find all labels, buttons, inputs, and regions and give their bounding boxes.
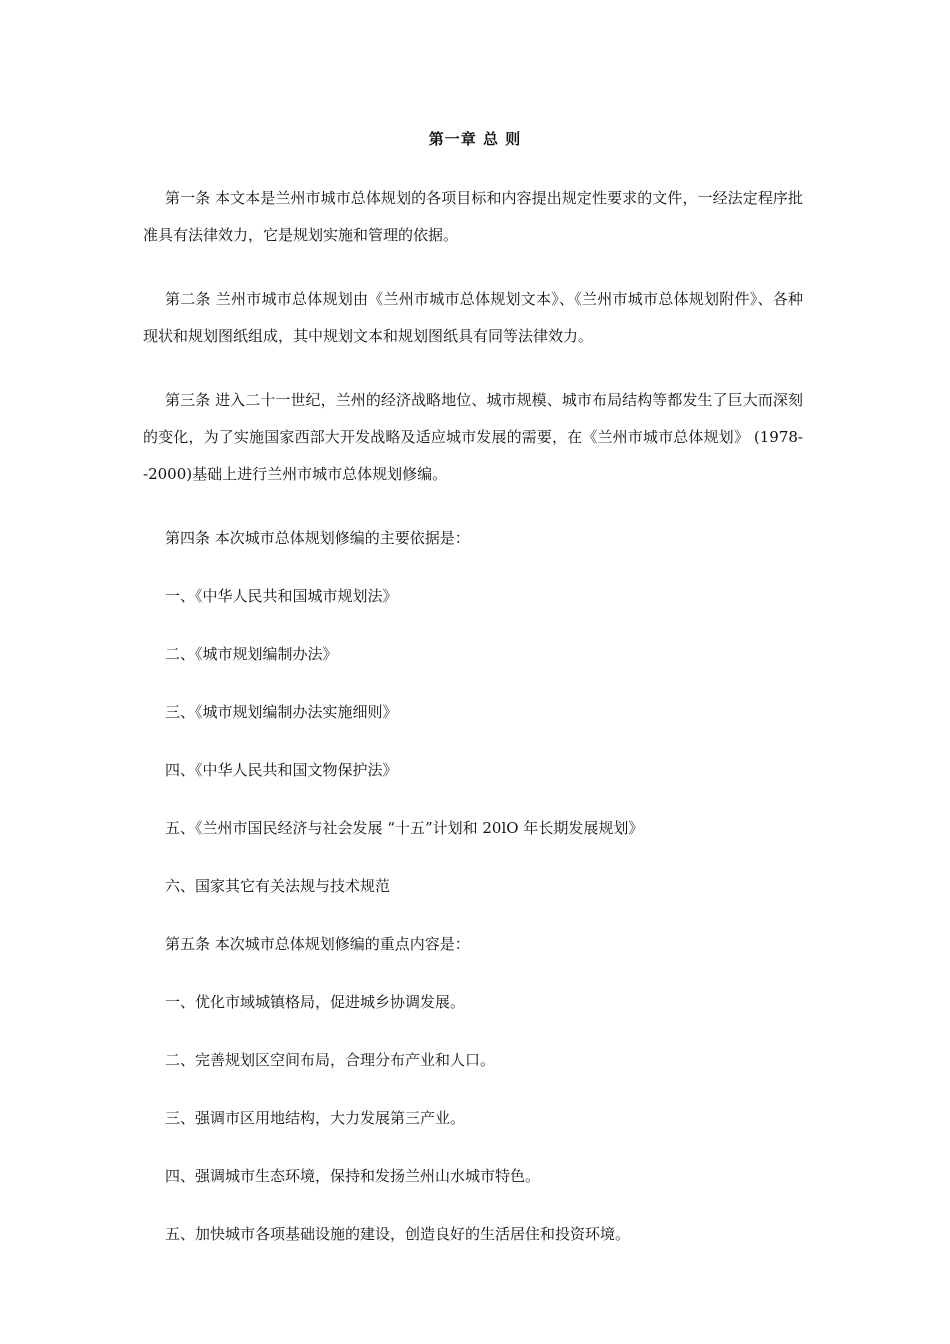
article-5: 第五条 本次城市总体规划修编的重点内容是： (165, 935, 470, 953)
focus-item-5: 五、加快城市各项基础设施的建设，创造良好的生活居住和投资环境。 (165, 1225, 631, 1243)
focus-item-2: 二、完善规划区空间布局，合理分布产业和人口。 (165, 1051, 496, 1069)
article-2: 第二条 兰州市城市总体规划由《兰州市城市总体规划文本》、《兰州市城市总体规划附件》、各种现状和规划图纸组成，其中规划文本和规划图纸具有同等法律效力。 (143, 290, 803, 345)
basis-item-1: 一、《中华人民共和国城市规划法》 (165, 587, 398, 605)
focus-item-3: 三、强调市区用地结构，大力发展第三产业。 (165, 1109, 466, 1127)
chapter-title: 第一章 总 则 (428, 130, 522, 148)
basis-item-3: 三、《城市规划编制办法实施细则》 (165, 703, 398, 721)
focus-item-4: 四、强调城市生态环境，保持和发扬兰州山水城市特色。 (165, 1167, 541, 1185)
article-3: 第三条 进入二十一世纪，兰州的经济战略地位、城市规模、城市布局结构等都发生了巨大而深刻的变化，为了实施国家西部大开发战略及适应城市发展的需要，在《兰州市城市总体规划》 (1978--2000)基础上进行兰州市城市总体规划修编。 (143, 391, 803, 483)
basis-item-5: 五、《兰州市国民经济与社会发展 “十五”计划和 20lO 年长期发展规划》 (165, 819, 644, 837)
article-4: 第四条 本次城市总体规划修编的主要依据是： (165, 529, 470, 547)
basis-item-6: 六、国家其它有关法规与技术规范 (165, 877, 391, 895)
basis-item-2: 二、《城市规划编制办法》 (165, 645, 338, 663)
document-body (143, 180, 803, 1274)
focus-item-1: 一、优化市域城镇格局，促进城乡协调发展。 (165, 993, 466, 1011)
basis-item-4: 四、《中华人民共和国文物保护法》 (165, 761, 398, 779)
article-1: 第一条 本文本是兰州市城市总体规划的各项目标和内容提出规定性要求的文件，一经法定程序批准具有法律效力，它是规划实施和管理的依据。 (143, 189, 803, 244)
